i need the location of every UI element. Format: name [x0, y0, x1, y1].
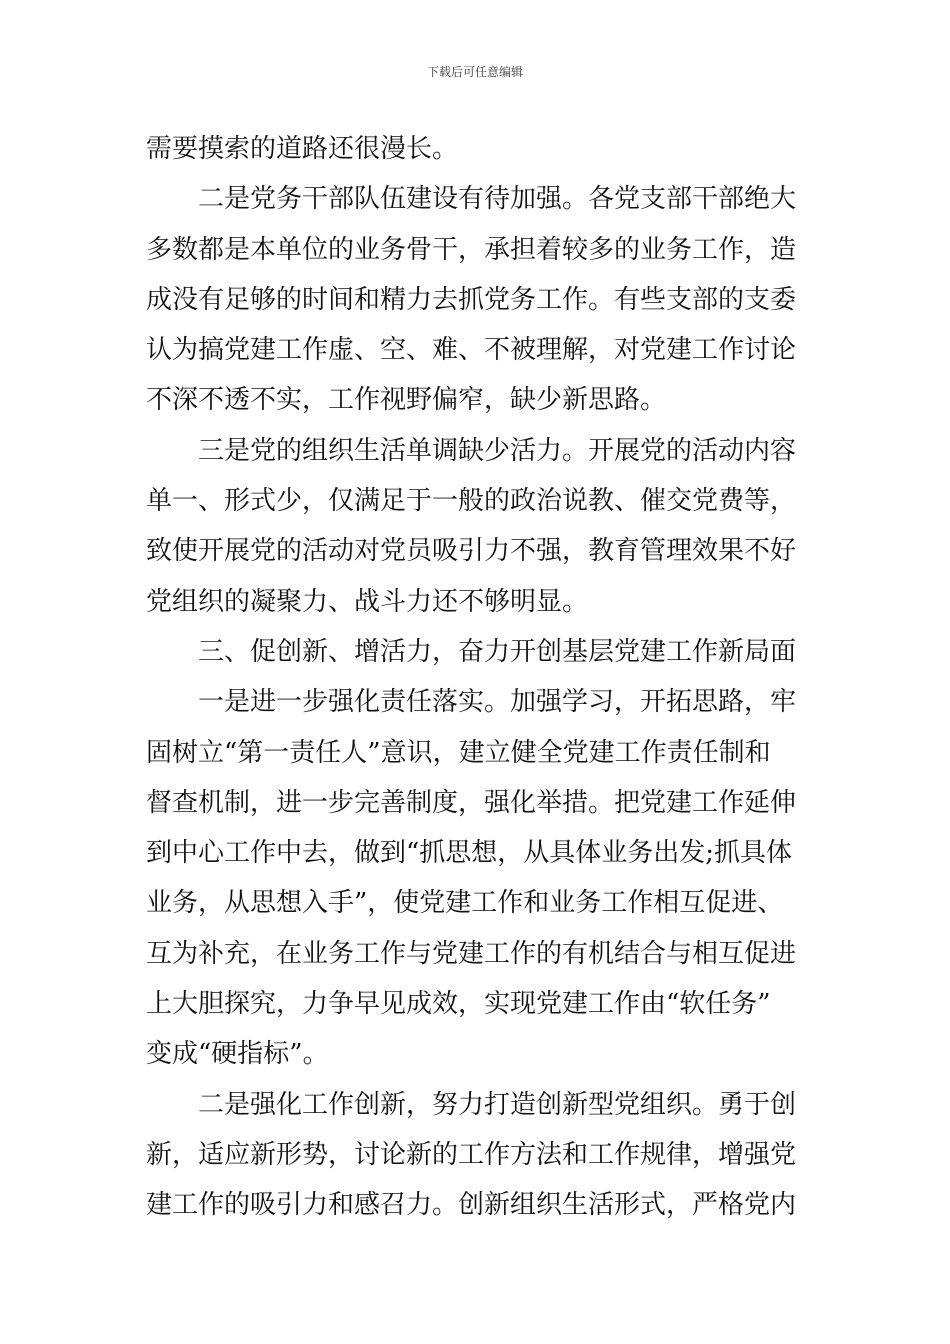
- text-line: 互为补充，在业务工作与党建工作的有机结合与相互促进: [146, 938, 797, 969]
- text-line: 固树立“第一责任人”意识，建立健全党建工作责任制和: [146, 737, 771, 768]
- text-line: 三是党的组织生活单调缺少活力。开展党的活动内容: [198, 435, 797, 466]
- text-line: 上大胆探究，力争早见成效，实现党建工作由“软任务”: [146, 989, 771, 1020]
- text-line: 到中心工作中去，做到“抓思想，从具体业务出发;抓具体: [146, 838, 793, 869]
- text-line: 不深不透不实，工作视野偏窄，缺少新思路。: [146, 385, 667, 416]
- text-line: 成没有足够的时间和精力去抓党务工作。有些支部的支委: [146, 284, 797, 315]
- text-line: 业务，从思想入手”，使党建工作和业务工作相互促进、: [146, 888, 784, 919]
- text-line: 需要摸索的道路还很漫长。: [146, 134, 459, 164]
- page-header: 下载后可任意编辑: [426, 65, 523, 79]
- document-body: [146, 124, 814, 1231]
- text-line: 督查机制，进一步完善制度，强化举措。把党建工作延伸: [146, 787, 797, 818]
- text-line: 新，适应新形势，讨论新的工作方法和工作规律，增强党: [146, 1139, 797, 1170]
- text-line: 多数都是本单位的业务骨干，承担着较多的业务工作，造: [146, 234, 797, 265]
- section-heading: 三、促创新、增活力，奋力开创基层党建工作新局面: [198, 636, 797, 667]
- text-line: 认为搞党建工作虚、空、难、不被理解，对党建工作讨论: [146, 335, 797, 366]
- text-line: 党组织的凝聚力、战斗力还不够明显。: [146, 586, 589, 617]
- text-line: 二是强化工作创新，努力打造创新型党组织。勇于创: [198, 1089, 797, 1120]
- text-line: 变成“硬指标”。: [146, 1039, 329, 1070]
- text-line: 建工作的吸引力和感召力。创新组织生活形式，严格党内: [146, 1190, 797, 1221]
- text-line: 致使开展党的活动对党员吸引力不强，教育管理效果不好: [146, 536, 797, 567]
- text-line: 二是党务干部队伍建设有待加强。各党支部干部绝大: [198, 184, 797, 215]
- text-line: 单一、形式少，仅满足于一般的政治说教、催交党费等，: [146, 486, 797, 517]
- text-line: 一是进一步强化责任落实。加强学习，开拓思路，牢: [198, 687, 797, 718]
